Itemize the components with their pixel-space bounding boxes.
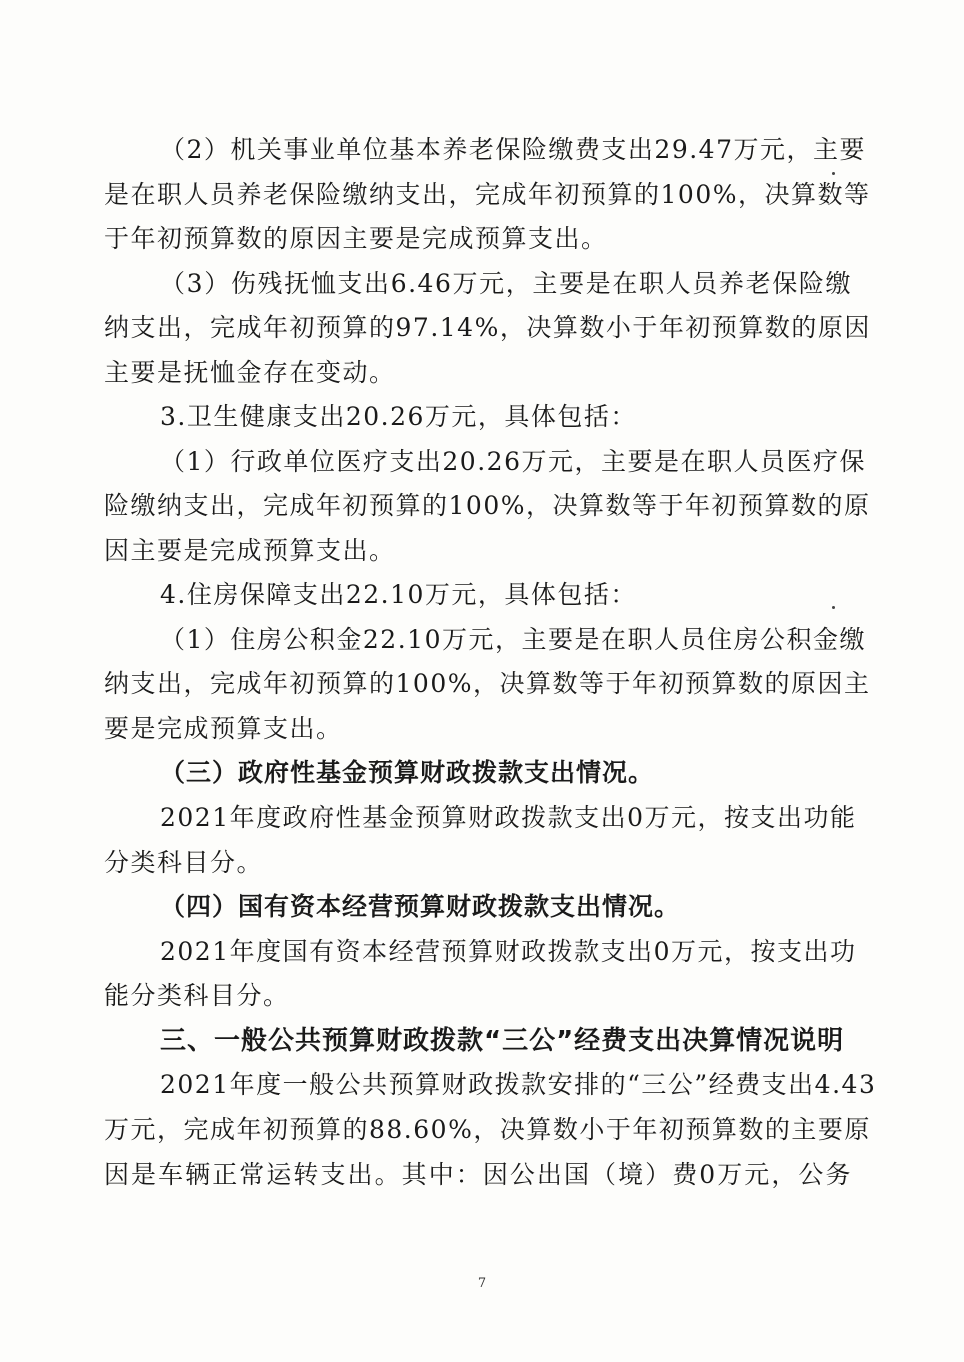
section-heading-3: （三）政府性基金预算财政拨款支出情况。 [160,758,655,787]
chapter-heading: 三、一般公共预算财政拨款“三公”经费支出决算情况说明 [160,1026,845,1056]
paragraph-line: 于年初预算数的原因主要是完成预算支出。 [104,224,608,253]
paragraph-line: 因是车辆正常运转支出。其中：因公出国（境）费0万元，公务 [104,1160,852,1189]
paragraph-line: 万元，完成年初预算的88.60%，决算数小于年初预算数的主要原 [104,1115,871,1144]
scan-speck [832,172,835,175]
paragraph-line: 主要是抚恤金存在变动。 [104,358,396,387]
paragraph-line: （2）机关事业单位基本养老保险缴费支出29.47万元，主要 [160,135,866,164]
paragraph-line: （1）行政单位医疗支出20.26万元，主要是在职人员医疗保 [160,447,866,476]
scan-speck [832,606,835,609]
paragraph-line: 因主要是完成预算支出。 [104,536,396,565]
page-number: 7 [477,1276,487,1291]
section-item-heading: 4.住房保障支出22.10万元，具体包括： [160,580,637,609]
paragraph-line: 分类科目分。 [104,848,264,877]
paragraph-line: 是在职人员养老保险缴纳支出，完成年初预算的100%，决算数等 [104,180,871,209]
paragraph-line: 2021年度国有资本经营预算财政拨款支出0万元，按支出功 [160,937,857,966]
paragraph-line: 险缴纳支出，完成年初预算的100%，决算数等于年初预算数的原 [104,491,871,520]
paragraph-line: 纳支出，完成年初预算的97.14%，决算数小于年初预算数的原因 [104,313,871,342]
paragraph-line: （3）伤残抚恤支出6.46万元，主要是在职人员养老保险缴 [160,269,852,298]
paragraph-line: 要是完成预算支出。 [104,714,343,743]
paragraph-line: 纳支出，完成年初预算的100%，决算数等于年初预算数的原因主 [104,669,871,698]
section-item-heading: 3.卫生健康支出20.26万元，具体包括： [160,402,637,431]
paragraph-line: （1）住房公积金22.10万元，主要是在职人员住房公积金缴 [160,625,866,654]
paragraph-line: 2021年度一般公共预算财政拨款安排的“三公”经费支出4.43 [160,1070,877,1099]
paragraph-line: 2021年度政府性基金预算财政拨款支出0万元，按支出功能 [160,803,857,832]
section-heading-4: （四）国有资本经营预算财政拨款支出情况。 [160,892,681,921]
paragraph-line: 能分类科目分。 [104,981,290,1010]
